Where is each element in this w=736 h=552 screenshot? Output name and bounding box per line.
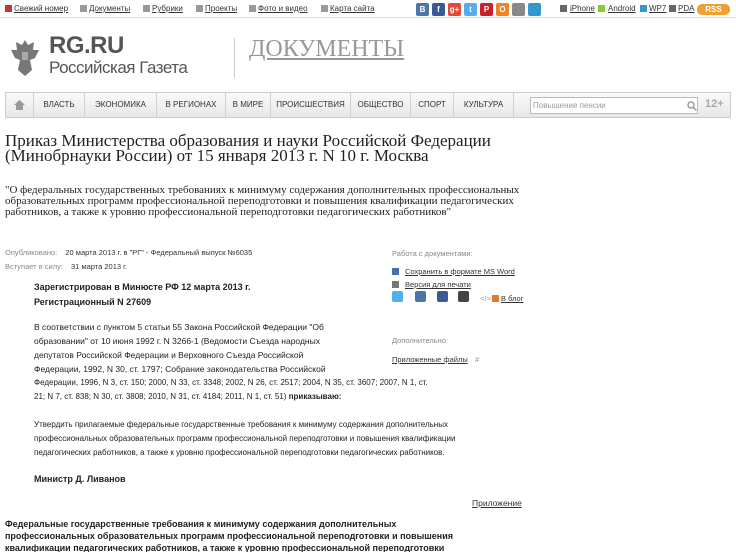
link-pda[interactable]: PDA xyxy=(678,4,695,13)
logo-title[interactable]: RG.RU xyxy=(49,32,124,59)
paragraph-1-line-1: В соответствии с пунктом 5 статьи 55 Закона Российской Федерации "Об xyxy=(34,322,324,332)
registration-line-1: Зарегистрирован в Минюсте РФ 12 марта 2013 г. xyxy=(34,282,251,292)
paragraph-2-line-1: Утвердить прилагаемые федеральные государственные требования к минимуму содержания дополнительных xyxy=(34,420,448,429)
pda-icon xyxy=(669,5,676,12)
word-icon xyxy=(392,268,399,275)
paragraph-1-line-2: образовании" от 10 июня 1992 г. N 3266-1 (Ведомости Съезда народных xyxy=(34,336,320,346)
android-icon xyxy=(598,5,605,12)
photo-icon xyxy=(249,5,256,12)
nav-item-incidents[interactable]: ПРОИСШЕСТВИЯ xyxy=(271,93,351,117)
fgt-heading-line-1: Федеральные государственные требования к минимуму содержания дополнительных xyxy=(5,519,397,529)
effect-date: 31 марта 2013 г. xyxy=(71,262,128,271)
apple-icon xyxy=(560,5,567,12)
age-rating: 12+ xyxy=(705,98,724,110)
odnoklassniki-icon[interactable]: O xyxy=(496,3,509,16)
pinterest-icon[interactable]: P xyxy=(480,3,493,16)
paragraph-1-line-6 xyxy=(34,390,341,404)
paragraph-2-line-2: профессиональных образовательных программ профессиональной переподготовки и повышения квалификации xyxy=(34,434,456,443)
search-input[interactable]: Повышение пенсии xyxy=(530,97,698,114)
nav-item-world[interactable]: В МИРЕ xyxy=(226,93,271,117)
link-projects[interactable]: Проекты xyxy=(205,4,238,13)
published-link[interactable]: "РГ" - Федеральный выпуск №6035 xyxy=(129,248,253,257)
vk-icon[interactable]: B xyxy=(416,3,429,16)
published-line xyxy=(5,248,252,257)
rubrics-icon xyxy=(143,5,150,12)
embed-icon[interactable]: </> xyxy=(480,294,491,303)
top-bar xyxy=(0,0,736,18)
nav-item-regions[interactable]: В РЕГИОНАХ xyxy=(157,93,226,117)
paragraph-1-line-6-text: 21; N 7, ст. 838; N 30, ст. 3808; 2010, N 31, ст. 4184; 2011, N 1, ст. 51) xyxy=(34,392,287,401)
newspaper-icon xyxy=(5,5,12,12)
sidebar-work-label: Работа с документами: xyxy=(392,249,473,258)
share-twitter-icon[interactable] xyxy=(392,291,403,302)
share-vk-icon[interactable] xyxy=(415,291,426,302)
link-icon[interactable] xyxy=(512,3,525,16)
effect-label: Вступает в силу: xyxy=(5,262,63,271)
twitter-icon[interactable]: t xyxy=(464,3,477,16)
link-rubrics[interactable]: Рубрики xyxy=(152,4,183,13)
link-iphone[interactable]: iPhone xyxy=(570,4,595,13)
minister-signature: Министр Д. Ливанов xyxy=(34,474,126,484)
fgt-heading-line-3: квалификации педагогических работников, а также к уровню профессиональной переподготовки xyxy=(5,543,445,552)
save-word-link[interactable]: Сохранить в формате MS Word xyxy=(405,267,515,276)
paragraph-1-line-5: Федерации, 1996, N 3, ст. 150; 2000, N 33, ст. 3348; 2002, N 26, ст. 2517; 2004, N 35, ст. 3607; 2007, N 1, ст. xyxy=(34,378,428,387)
nav-item-culture[interactable]: КУЛЬТУРА xyxy=(454,93,514,117)
print-icon xyxy=(392,281,399,288)
link-fresh-issue[interactable]: Свежий номер xyxy=(14,4,69,13)
facebook-icon[interactable]: f xyxy=(432,3,445,16)
map-icon xyxy=(321,5,328,12)
share-plus-icon[interactable] xyxy=(458,291,469,302)
fgt-heading-line-2: профессиональных образовательных программ профессиональной переподготовки и повышения xyxy=(5,531,453,541)
link-photo-video[interactable]: Фото и видео xyxy=(258,4,308,13)
projects-icon xyxy=(196,5,203,12)
mail-icon[interactable] xyxy=(528,3,541,16)
paragraph-1-line-4: Федерации, 1992, N 30, ст. 1797; Собрание законодательства Российской xyxy=(34,364,326,374)
paragraph-2-line-3: педагогических работников, а также к уровню профессиональной переподготовки педагогических работников. xyxy=(34,448,445,457)
blog-icon xyxy=(492,295,499,302)
link-android[interactable]: Android xyxy=(608,4,636,13)
google-plus-icon[interactable]: g+ xyxy=(449,5,460,14)
sidebar-extra-label: Дополнительно: xyxy=(392,336,449,345)
blog-link[interactable]: В блог xyxy=(501,294,524,303)
effect-line xyxy=(5,262,127,271)
print-version-link[interactable]: Версия для печати xyxy=(405,280,471,289)
emblem-logo[interactable] xyxy=(8,36,42,78)
attached-files-link[interactable]: Приложенные файлы xyxy=(392,355,468,364)
nav-item-power[interactable]: ВЛАСТЬ xyxy=(34,93,85,117)
nav-item-society[interactable]: ОБЩЕСТВО xyxy=(351,93,411,117)
search-icon[interactable] xyxy=(687,101,697,111)
document-subtitle: "О федеральных государственных требованиях к минимуму содержания дополнительных профессиональных образовательных программ профессиональной переподготовки и повышения квалификации педагогических работников, а также к уровню профессиональной переподготовки педагогических работников" xyxy=(5,184,520,218)
link-documents[interactable]: Документы xyxy=(89,4,131,13)
appendix-link[interactable]: Приложение xyxy=(472,498,522,508)
link-wp7[interactable]: WP7 xyxy=(649,4,667,13)
header-divider xyxy=(234,38,235,78)
link-sitemap[interactable]: Карта сайта xyxy=(330,4,375,13)
rss-button[interactable]: RSS xyxy=(697,4,730,15)
published-in: в xyxy=(123,248,128,257)
paragraph-1-line-3: депутатов Российской Федерации и Верховного Съезда Российской xyxy=(34,350,304,360)
page-title: Приказ Министерства образования и науки Российской Федерации (Минобрнауки России) от 15 января 2013 г. N 10 г. Москва xyxy=(5,131,491,165)
published-label: Опубликовано: xyxy=(5,248,58,257)
windows-phone-icon xyxy=(640,5,647,12)
eagle-icon xyxy=(8,36,42,78)
order-word: приказываю: xyxy=(288,392,342,401)
logo-subtitle: Российская Газета xyxy=(49,58,188,77)
home-button[interactable] xyxy=(6,93,34,117)
anchor-hash: # xyxy=(475,355,480,364)
home-icon xyxy=(14,100,25,110)
share-facebook-icon[interactable] xyxy=(437,291,448,302)
nav-item-economy[interactable]: ЭКОНОМИКА xyxy=(85,93,157,117)
registration-line-2: Регистрационный N 27609 xyxy=(34,297,152,307)
published-date: 20 марта 2013 г. xyxy=(65,248,122,257)
documents-icon xyxy=(80,5,87,12)
nav-item-sport[interactable]: СПОРТ xyxy=(411,93,454,117)
section-title[interactable]: ДОКУМЕНТЫ xyxy=(249,36,405,62)
main-nav xyxy=(5,92,731,118)
